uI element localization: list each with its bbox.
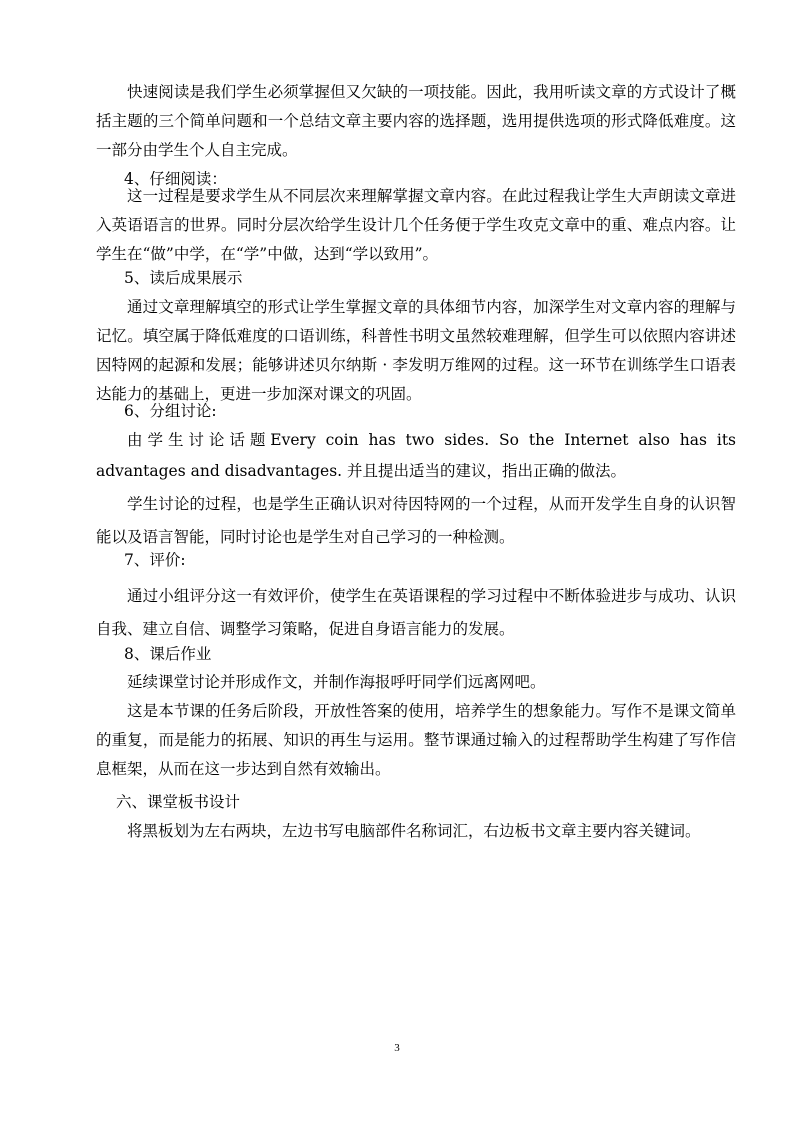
heading-4-careful-reading: 4、仔细阅读： <box>124 170 227 188</box>
page-number: 3 <box>394 1042 400 1054</box>
heading-6-discussion: 6、分组讨论: <box>124 402 217 420</box>
paragraph-homework-purpose: 这是本节课的任务后阶段，开放性答案的使用，培养学生的想象能力。写作不是课文简单的重复，而是能力的拓展、知识的再生与运用。整节课通过输入的过程帮助学生构建了写作信息框架，从而在这一步达到自然有效输出。 <box>96 702 736 778</box>
paragraph-discussion-topic: 由学生讨论话题Every coin has two sides. So the Internet also has its advantages and disadvantages. 并且提出适当的建议，指出正确的做法。 <box>96 431 736 480</box>
paragraph-fast-reading: 快速阅读是我们学生必须掌握但又欠缺的一项技能。因此，我用听读文章的方式设计了概括主题的三个简单问题和一个总结文章主要内容的选择题，选用提供选项的形式降低难度。这一部分由学生个人自主完成。 <box>96 83 736 159</box>
paragraph-board-design: 将黑板划为左右两块，左边书写电脑部件名称词汇，右边板书文章主要内容关键词。 <box>127 822 701 840</box>
paragraph-homework-task: 延续课堂讨论并形成作文，并制作海报呼吁同学们远离网吧。 <box>127 673 546 691</box>
paragraph-discussion-process: 学生讨论的过程，也是学生正确认识对待因特网的一个过程，从而开发学生自身的认识智能以及语言智能，同时讨论也是学生对自己学习的一种检测。 <box>96 495 736 546</box>
heading-six-board-design: 六、课堂板书设计 <box>116 793 241 811</box>
paragraph-evaluation: 通过小组评分这一有效评价，使学生在英语课程的学习过程中不断体验进步与成功、认识自我、建立自信、调整学习策略，促进自身语言能力的发展。 <box>96 587 736 638</box>
heading-8-homework: 8、课后作业 <box>124 645 212 663</box>
paragraph-results: 通过文章理解填空的形式让学生掌握文章的具体细节内容，加深学生对文章内容的理解与记忆。填空属于降低难度的口语训练，科普性书明文虽然较难理解，但学生可以依照内容讲述因特网的起源和发展；能够讲述贝尔纳斯 · 李发明万维网的过程。这一环节在训练学生口语表达能力的基础上，更进一步加深对课文的巩固。 <box>96 298 736 403</box>
heading-7-evaluation: 7、评价: <box>124 551 186 569</box>
paragraph-careful-reading: 这一过程是要求学生从不同层次来理解掌握文章内容。在此过程我让学生大声朗读文章进入英语语言的世界。同时分层次给学生设计几个任务便于学生攻克文章中的重、难点内容。让学生在“做”中学，在“学”中做，达到“学以致用”。 <box>96 187 736 263</box>
heading-5-results: 5、读后成果展示 <box>124 269 243 287</box>
